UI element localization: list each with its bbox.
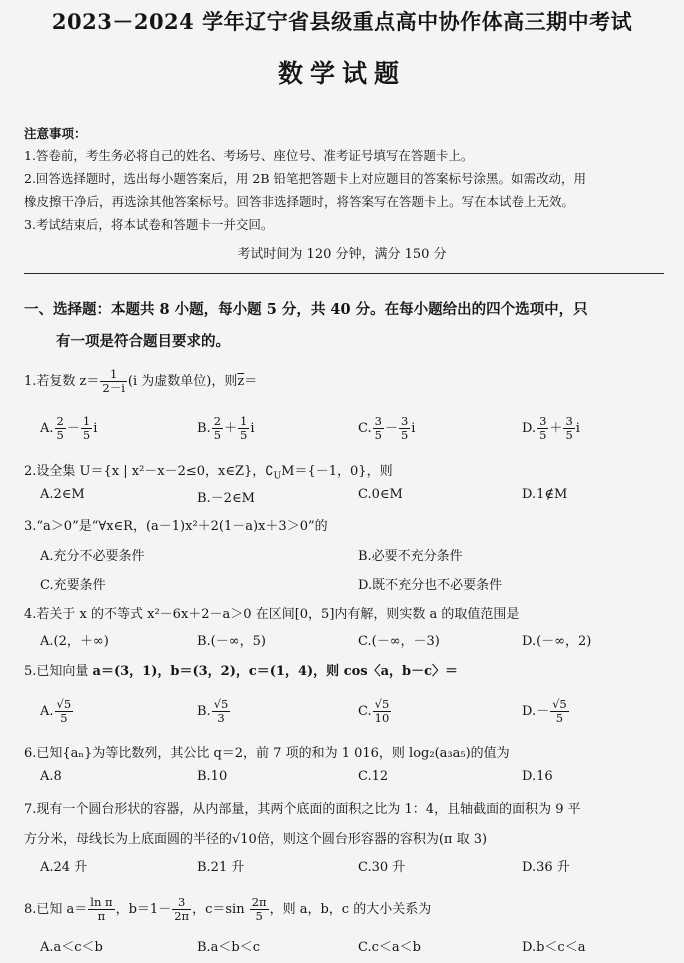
q5-option-a: A. $\frac{√5}{5}$ [40, 697, 72, 725]
q1-option-c: C. $\frac{3}{5}$ － $\frac{3}{5}$ i [358, 414, 416, 442]
question-8: 8.已知 a＝ $\frac{\text{ln π}}{\pi}$ ，b＝1－ $\frac{3}{2\pi}$ ，c＝sin $\frac{2\pi}{5}$ ，则 a，b，c 的大小关系为 [24, 895, 432, 923]
q8-option-d: D.b＜c＜a [522, 940, 586, 955]
exam-title: 2023－2024 学年辽宁省县级重点高中协作体高三期中考试 [51, 9, 633, 34]
question-4: 4.若关于 x 的不等式 x²－6x＋2－a＞0 在区间[0，5]内有解，则实数 a 的取值范围是 [24, 607, 520, 622]
q6-option-a: A.8 [40, 769, 62, 784]
q6-option-d: D.16 [522, 769, 553, 784]
q1-option-d: D. $\frac{3}{5}$ ＋ $\frac{3}{5}$ i [522, 414, 580, 442]
q6-option-c: C.12 [358, 769, 389, 784]
q3-option-a: A.充分不必要条件 [40, 549, 145, 564]
question-1: 1.若复数 z＝ $\frac{1}{2-i}$ (i 为虚数单位)，则$\overline{z}=$ [24, 367, 258, 395]
question-7-cont: 方分米，母线长为上底面圆的半径的√10倍，则这个圆台形容器的容积为(π 取 3) [24, 832, 488, 847]
q6-option-b: B.10 [197, 769, 228, 784]
q8-option-c: C.c＜a＜b [358, 940, 421, 955]
q4-option-b: B.(－∞，5) [197, 634, 266, 649]
notice-item-3: 3.考试结束后，将本试卷和答题卡一并交回。 [24, 217, 274, 232]
q5-option-d: D.－ $\frac{√5}{5}$ [522, 697, 567, 725]
q2-option-d: D.1∉M [522, 487, 568, 502]
q8-option-a: A.a＜c＜b [40, 940, 103, 955]
exam-time-info: 考试时间为 120 分钟，满分 150 分 [237, 247, 447, 262]
fraction: $\frac{1}{2-i}$ [102, 367, 125, 395]
question-5: 5.已知向量 a＝(3，1)，b＝(3，2)，c＝(1，4)，则 cos〈a，b－c〉＝ [24, 664, 459, 679]
q4-option-a: A.(2，＋∞) [40, 634, 109, 649]
notice-item-2-cont: 橡皮擦干净后，再选涂其他答案标号。回答非选择题时，将答案写在答题卡上。写在本试卷上无效。 [24, 194, 575, 209]
q8-option-b: B.a＜b＜c [197, 940, 261, 955]
q3-option-d: D.既不充分也不必要条件 [358, 578, 503, 593]
q4-option-c: C.(－∞，－3) [358, 634, 440, 649]
q3-option-c: C.充要条件 [40, 578, 106, 593]
q3-option-b: B.必要不充分条件 [358, 549, 463, 564]
q1-option-b: B. $\frac{2}{5}$ ＋ $\frac{1}{5}$ i [197, 414, 255, 442]
q2-option-c: C.0∈M [358, 487, 403, 502]
question-2: 2.设全集 U＝{x | x²－x－2≤0，x∈Z}，$∁_UM=\{-1$，0}，则 [24, 464, 393, 482]
q2-option-b: B.－2∈M [197, 491, 255, 506]
divider-line [24, 273, 664, 274]
subject-title: 数学试题 [277, 59, 406, 88]
section-heading-cont: 有一项是符合题目要求的。 [56, 333, 230, 350]
section-heading: 一、选择题：本题共 8 小题，每小题 5 分，共 40 分。在每小题给出的四个选项中，只 [24, 301, 588, 318]
q2-option-a: A.2∈M [40, 487, 85, 502]
notice-item-1: 1.答卷前，考生务必将自己的姓名、考场号、座位号、准考证号填写在答题卡上。 [24, 148, 474, 163]
q1-option-a: A. $\frac{2}{5}$ － $\frac{1}{5}$ i [40, 414, 98, 442]
q7-option-c: C.30 升 [358, 860, 406, 875]
q7-option-b: B.21 升 [197, 860, 245, 875]
q7-option-d: D.36 升 [522, 860, 570, 875]
q7-option-a: A.24 升 [40, 860, 88, 875]
question-6: 6.已知{aₙ}为等比数列，其公比 q＝2，前 7 项的和为 1 016，则 log₂(a₃a₅)的值为 [24, 746, 510, 761]
notice-heading: 注意事项： [24, 126, 87, 141]
q5-option-c: C. $\frac{√5}{10}$ [358, 697, 390, 725]
q4-option-d: D.(－∞，2) [522, 634, 592, 649]
q5-option-b: B. $\frac{√5}{3}$ [197, 697, 229, 725]
notice-item-2: 2.回答选择题时，选出每小题答案后，用 2B 铅笔把答题卡上对应题目的答案标号涂黑。如需改动，用 [24, 171, 587, 186]
question-7: 7.现有一个圆台形状的容器，从内部量，其两个底面的面积之比为 1：4，且轴截面的面积为 9 平 [24, 802, 581, 817]
question-3: 3.“a＞0”是“∀x∈R，(a－1)x²＋2(1－a)x＋3＞0”的 [24, 519, 328, 534]
